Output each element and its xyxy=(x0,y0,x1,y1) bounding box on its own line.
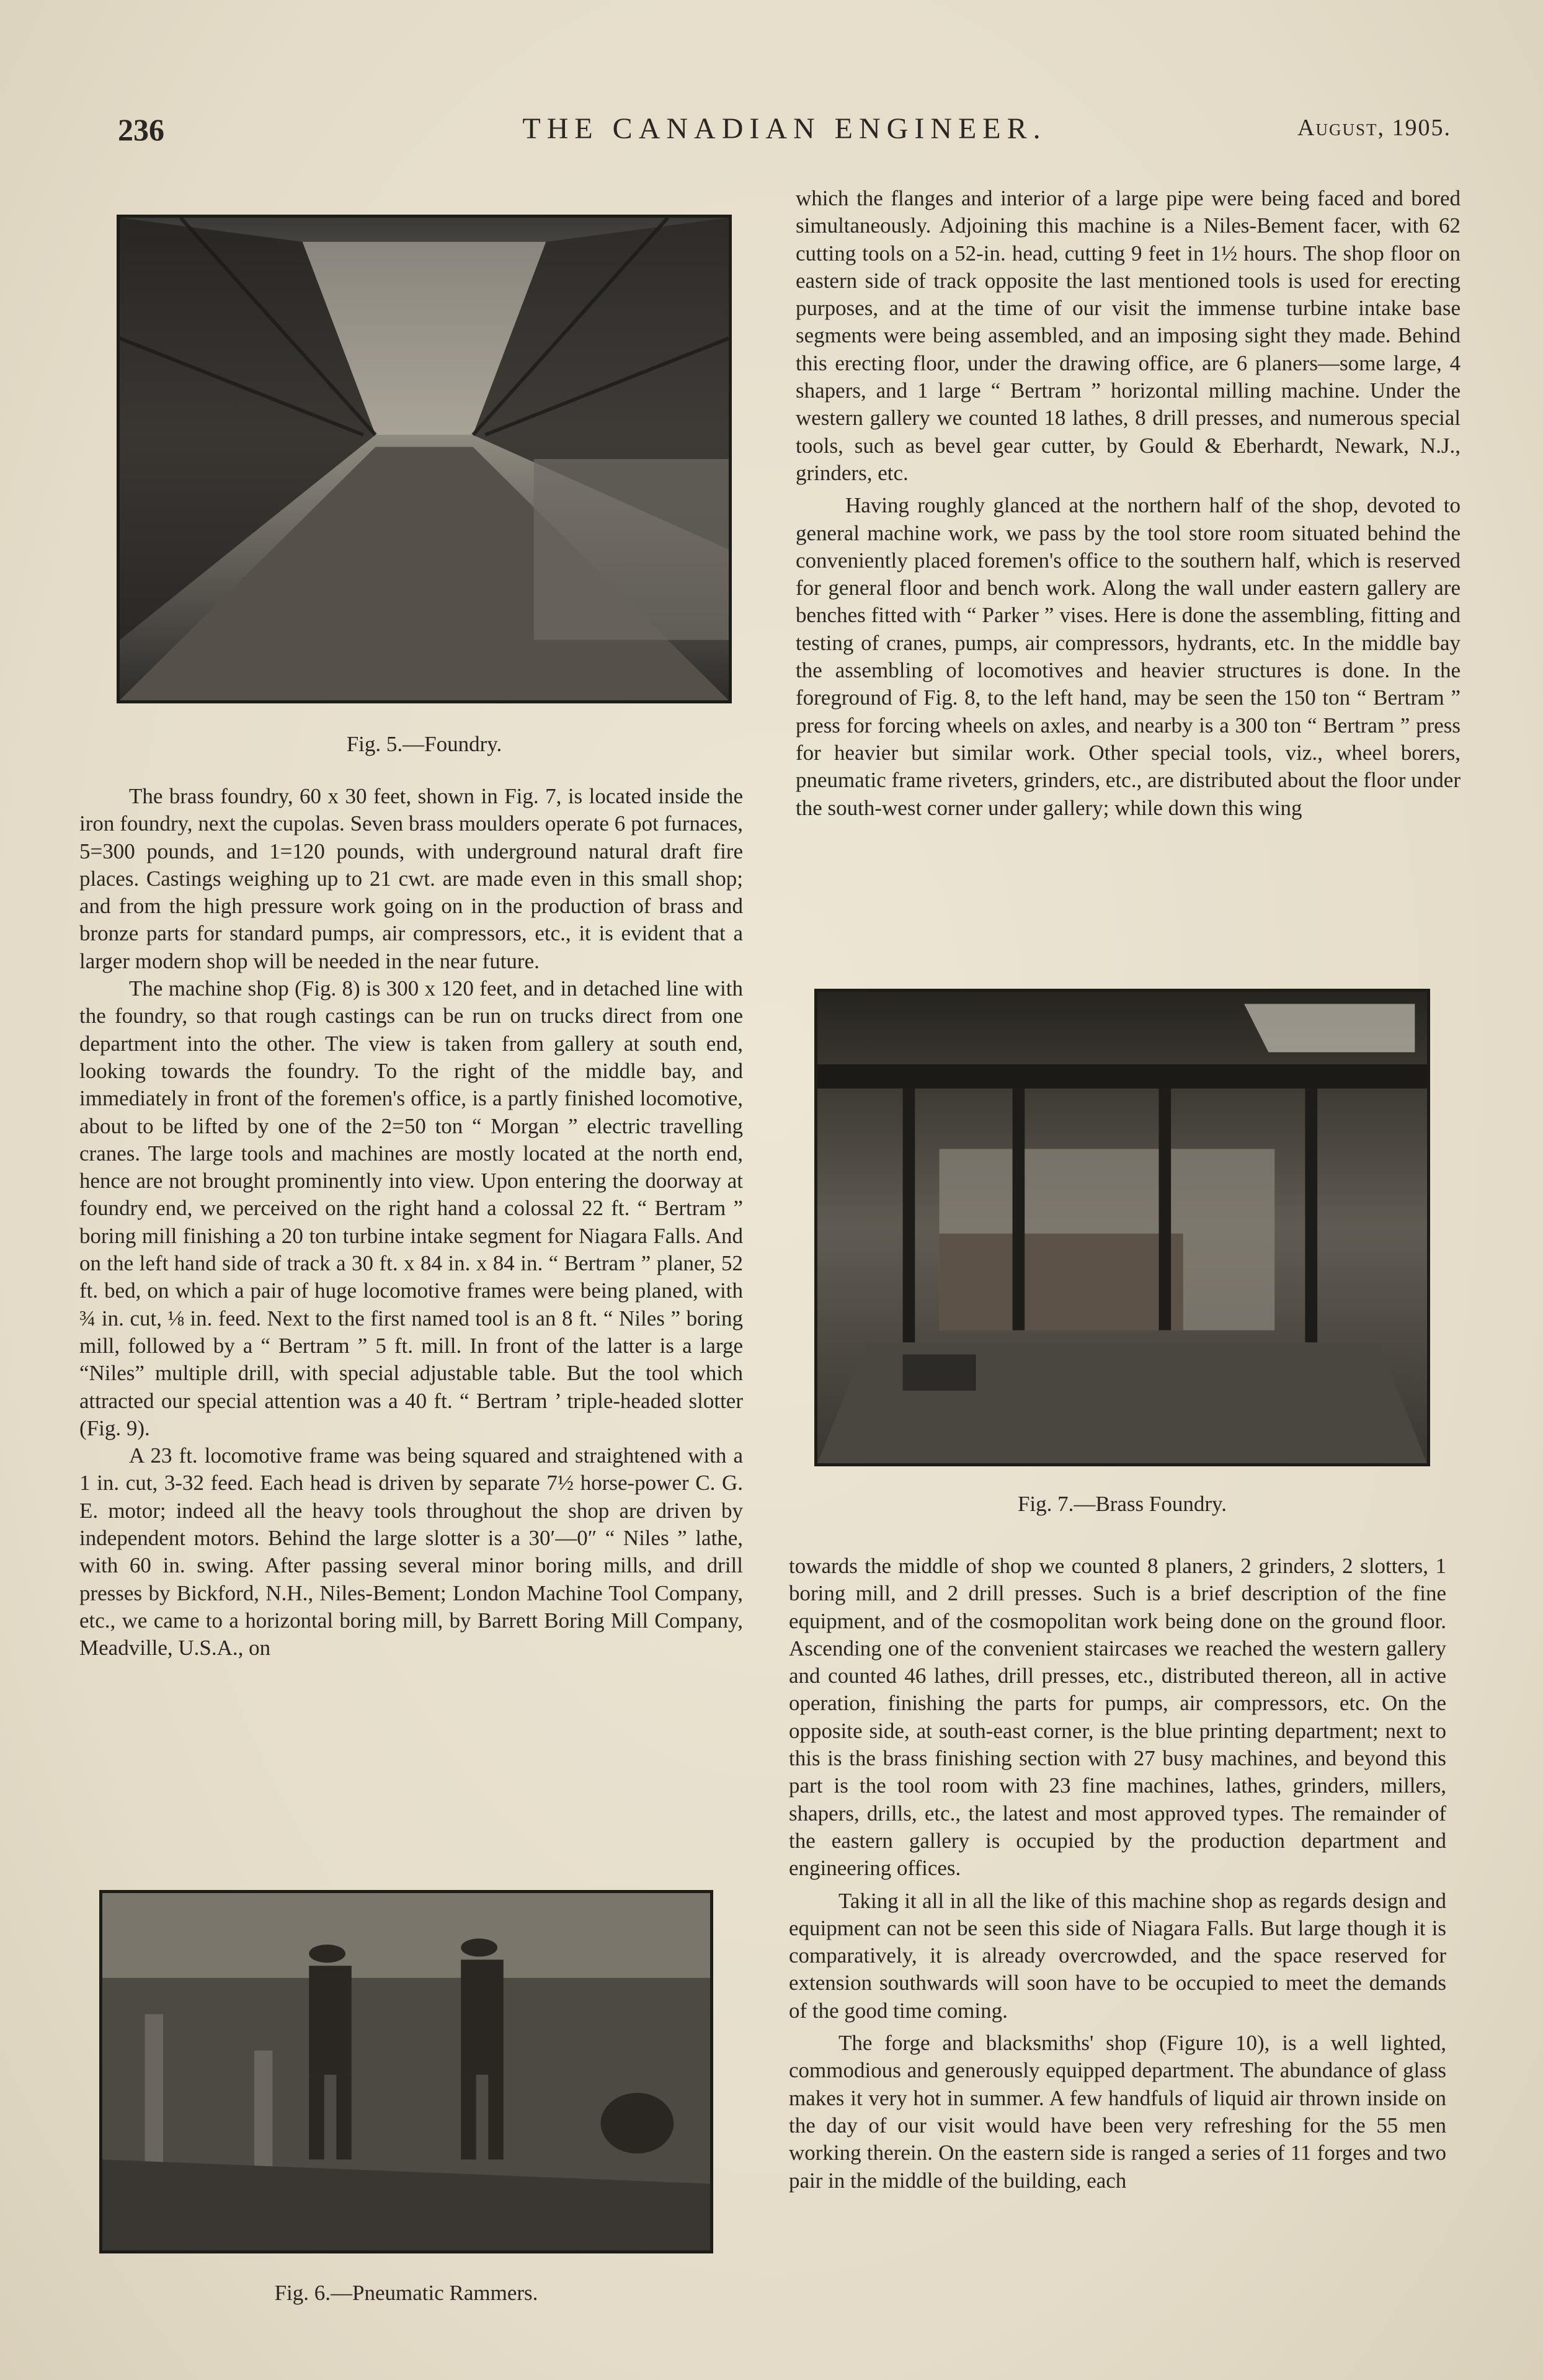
pneumatic-rammers-photo-illustration xyxy=(102,1893,710,2250)
issue-date: August, 1905. xyxy=(1297,115,1451,141)
paragraph: A 23 ft. locomotive frame was being squared and straightened with a 1 in. cut, 3-32 feed. Each head is driven by separate 7½ horse-power C. G. E. motor; indeed all the heavy tools throughout the shop are driven by independent motors. Behind the large slotter is a 30′—0″ “ Niles ” lathe, with 60 in. swing. After passing several minor boring mills, and drill presses by Bickford, N.H., Niles-Bement; London Machine Tool Company, etc., we came to a horizontal boring mill, by Barrett Boring Mill Company, Meadville, U.S.A., on xyxy=(79,1443,743,1660)
foundry-photo xyxy=(117,215,732,703)
paragraph: Taking it all in all the like of this machine shop as regards design and equipment can not be seen this side of Niagara Falls. But large though it is comparatively, it is already overcrowded, and the space reserved for extension southwards will soon have to be occupied to meet the demands of the good time coming. xyxy=(789,1888,1446,2023)
paragraph: The forge and blacksmiths' shop (Figure 10), is a well lighted, commodious and generously equipped department. The abundance of glass makes it very hot in summer. A few handfuls of liquid air thrown inside on the day of our visit would have been very refreshing for the 55 men working therein. On the eastern side is ranged a series of 11 forges and two pair in the middle of the building, each xyxy=(789,2031,1446,2193)
fig5-caption: Fig. 5.—Foundry. xyxy=(346,732,502,756)
paragraph: which the flanges and interior of a large pipe were being faced and bored simultaneously. Adjoining this machine is a Niles-Bement facer, with 62 cutting tools on a 52-in. head, cutting 9 feet in 1½ hours. The shop floor on eastern side of track opposite the last mentioned tools is used for erecting purposes, and at the time of our visit the immense turbine intake base segments were being assembled, and an imposing sight they made. Behind this erecting floor, under the drawing office, are 6 planers—some large, 4 shapers, and 1 large “ Bertram ” horizontal milling machine. Under the western gallery we counted 18 lathes, 8 drill presses, and numerous special tools, such as bevel gear cutter, by Gould & Eberhardt, Newark, N.J., grinders, etc. xyxy=(796,186,1461,485)
right-column-top-text xyxy=(796,185,1461,822)
paragraph: The machine shop (Fig. 8) is 300 x 120 feet, and in detached line with the foundry, so that rough castings can be run on trucks direct from one department into the other. The view is taken from gallery at south end, looking towards the foundry. To the right of the middle bay, and immediately in front of the foremen's office, is a partly finished locomotive, about to be lifted by one of the 2=50 ton “ Morgan ” electric travelling cranes. The large tools and machines are mostly located at the north end, hence are not brought prominently into view. Upon entering the doorway at foundry end, we perceived on the right hand a colossal 22 ft. “ Bertram ” boring mill finishing a 20 ton turbine intake segment for Niagara Falls. And on the left hand side of track a 30 ft. x 84 in. x 84 in. “ Bertram ” planer, 52 ft. bed, on which a pair of huge locomotive frames were being planed, with ¾ in. cut, ⅛ in. feed. Next to the first named tool is an 8 ft. “ Niles ” boring mill, followed by a “ Bertram ” 5 ft. mill. In front of the latter is a large “Niles” multiple drill, with special adjustable table. But the tool which attracted our special attention was a 40 ft. “ Bertram ’ triple-headed slotter (Fig. 9). xyxy=(79,976,743,1440)
fig7-caption: Fig. 7.—Brass Foundry. xyxy=(1017,1492,1227,1516)
brass-foundry-photo-illustration xyxy=(817,992,1427,1463)
right-column-bottom-text xyxy=(789,1553,1446,2195)
foundry-photo-illustration xyxy=(120,218,729,700)
page-header xyxy=(118,112,1451,161)
page-number: 236 xyxy=(118,112,164,147)
paragraph: towards the middle of shop we counted 8 planers, 2 grinders, 2 slotters, 1 boring mill, and 2 drill presses. Such is a brief description of the fine equipment, and of the cosmopolitan work being done on the ground floor. Ascending one of the convenient staircases we reached the western gallery and counted 46 lathes, drill presses, etc., distributed thereon, all in active operation, finishing the parts for pumps, air compressors, etc. On the opposite side, at south-east corner, is the blue printing department; next to this is the brass finishing section with 27 busy machines, and beyond this part is the tool room with 23 fine machines, lathes, grinders, millers, shapers, drills, etc., the latest and most approved types. The remainder of the eastern gallery is occupied by the production department and engineering offices. xyxy=(789,1554,1446,1881)
paragraph: Having roughly glanced at the northern half of the shop, devoted to general machine work, we pass by the tool store room situated behind the conveniently placed foremen's office to the southern half, which is reserved for general floor and bench work. Along the wall under eastern gallery are benches fitted with “ Parker ” vises. Here is done the assembling, fitting and testing of cranes, pumps, air compressors, hydrants, etc. In the middle bay the assembling of locomotives and heavier structures is done. In the foreground of Fig. 8, to the left hand, may be seen the 150 ton “ Bertram ” press for forcing wheels on axles, and nearby is a 300 ton “ Bertram ” press for heavier but similar work. Other special tools, viz., wheel borers, pneumatic frame riveters, grinders, etc., are distributed about the floor under the south-west corner under gallery; while down this wing xyxy=(796,493,1461,820)
journal-title: THE CANADIAN ENGINEER. xyxy=(522,112,1047,145)
brass-foundry-photo xyxy=(814,989,1430,1466)
fig6-caption: Fig. 6.—Pneumatic Rammers. xyxy=(274,2281,538,2305)
left-column-text xyxy=(79,783,743,1662)
pneumatic-rammers-photo xyxy=(99,1890,713,2253)
paragraph: The brass foundry, 60 x 30 feet, shown in Fig. 7, is located inside the iron foundry, next the cupolas. Seven brass moulders operate 6 pot furnaces, 5=300 pounds, and 1=120 pounds, with underground natural draft fire places. Castings weighing up to 21 cwt. are made even in this small shop; and from the high pressure work going on in the production of brass and bronze parts for standard pumps, air compressors, etc., it is evident that a larger modern shop will be needed in the near future. xyxy=(79,784,743,973)
